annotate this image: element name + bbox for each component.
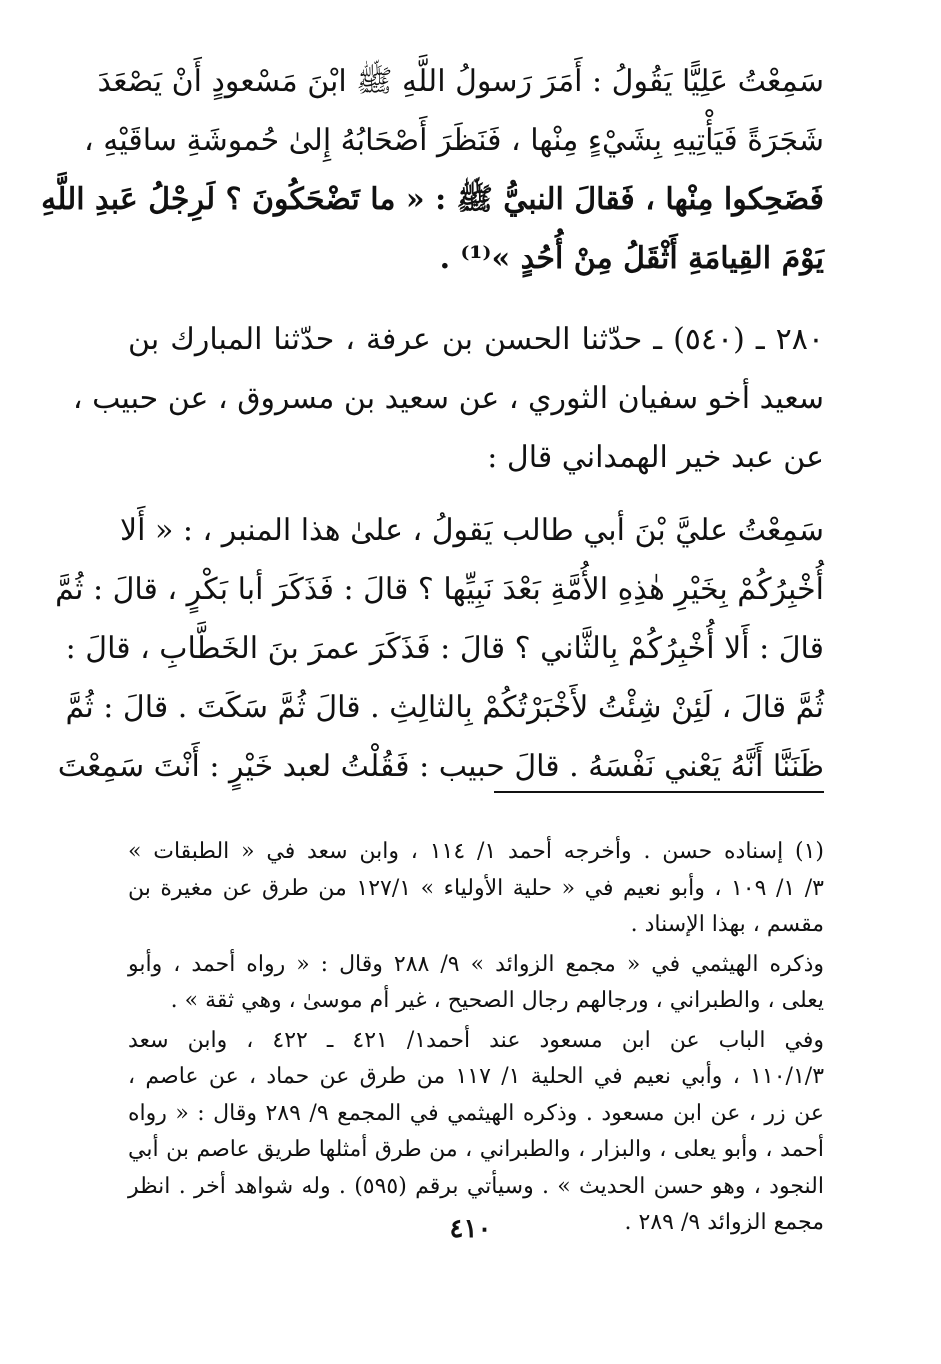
text-line: سَمِعْتُ عليَّ بْنَ أبي طالب يَقولُ ، علىٰ هذا المنبر ، : « أَلا bbox=[119, 513, 824, 548]
isnad-paragraph bbox=[72, 310, 824, 487]
footnote-separator bbox=[494, 791, 824, 793]
footnote-line: وفي الباب عن ابن مسعود عند أحمد١/ ٤٢١ ـ ٤٢٢ ، وابن سعد bbox=[128, 1027, 825, 1053]
text-line: ثُمَّ قالَ ، لَئِنْ شِئْتُ لأَخْبَرْتُكُمْ بِالثالِثِ . قالَ ثُمَّ سَكَتَ . قالَ : ثُمَّ bbox=[65, 690, 824, 725]
footnote-line: ٣/ ١/ ١٠٩ ، وأبو نعيم في « حلية الأولياء » ١٢٧/١ من طرق عن مغيرة بن bbox=[128, 875, 824, 901]
footnote-line: ١١٠/١/٣ ، وأبي نعيم في الحلية ١/ ١١٧ من طرق عن حماد ، عن عاصم ، bbox=[128, 1064, 825, 1089]
footnote-block bbox=[128, 834, 824, 944]
footnote-line: وذكره الهيثمي في « مجمع الزوائد » ٩/ ٢٨٨ وقال : « رواه أحمد ، وأبو bbox=[128, 951, 825, 977]
text-line: يَوْمَ القِيامَةِ أَثْقَلُ مِنْ أُحُدٍ »⁽¹⁾ . bbox=[439, 241, 824, 276]
footnote-line: أحمد ، وأبو يعلى ، والبزار ، والطبراني ، من طرق أمثلها طريق عاصم بن أبي bbox=[128, 1137, 824, 1162]
text-line: أُخْبِرُكُمْ بِخَيْرِ هٰذِهِ الأُمَّةِ بَعْدَ نَبِيِّها ؟ قالَ : فَذَكَرَ أبا بَكْرٍ ، قالَ : ثُمَّ bbox=[55, 572, 824, 607]
text-line: فَضَحِكوا مِنْها ، فَقالَ النبيُّ ﷺ : « ما تَضْحَكُونَ ؟ لَرِجْلُ عَبدِ اللَّهِ bbox=[41, 182, 824, 217]
hadith-text-paragraph bbox=[41, 52, 824, 288]
footnote-line: مجمع الزوائد ٩/ ٢٨٩ . bbox=[624, 1210, 824, 1235]
text-line: سَمِعْتُ عَلِيًّا يَقُولُ : أَمَرَ رَسولُ اللَّهِ ﷺ ابْنَ مَسْعودٍ أَنْ يَصْعَدَ bbox=[97, 64, 824, 99]
text-line: ظَنَنَّا أَنَّهُ يَعْني نَفْسَهُ . قالَ حبيب : فَقُلْتُ لعبد خَيْرٍ : أَنْتَ سَمِعْتَ bbox=[57, 749, 824, 784]
footnote-line: (١) إسناده حسن . وأخرجه أحمد ١/ ١١٤ ، وابن سعد في « الطبقات » bbox=[128, 839, 825, 864]
footnotes bbox=[128, 834, 824, 1245]
hadith-text-paragraph bbox=[55, 501, 824, 796]
text-line: شَجَرَةً فَيَأْتِيهِ بِشَيْءٍ مِنْها ، فَنَظَرَ أَصْحَابُهُ إِلىٰ حُموشَةِ ساقَيْهِ ، bbox=[84, 123, 824, 158]
footnote-block bbox=[128, 947, 824, 1020]
footnote-line: النجود ، وهو حسن الحديث » . وسيأتي برقم (٥٩٥) . وله شواهد أخر . انظر bbox=[128, 1173, 824, 1199]
footnote-block bbox=[128, 1023, 824, 1242]
page-number: ٤١٠ bbox=[449, 1214, 492, 1244]
text-line: عن عبد خير الهمداني قال : bbox=[487, 440, 824, 475]
footnote-line: يعلى ، والطبراني ، ورجالهم رجال الصحيح ، غير أم موسىٰ ، وهي ثقة » . bbox=[170, 988, 824, 1013]
text-line: سعيد أخو سفيان الثوري ، عن سعيد بن مسروق ، عن حبيب ، bbox=[72, 381, 824, 416]
footnote-line: عن زر ، عن ابن مسعود . وذكره الهيثمي في المجمع ٩/ ٢٨٩ وقال : « رواه bbox=[128, 1100, 824, 1126]
text-line: ٢٨٠ ـ (٥٤٠) ـ حدّثنا الحسن بن عرفة ، حدّثنا المبارك بن bbox=[128, 322, 824, 357]
text-line: قالَ : أَلا أُخْبِرُكُمْ بِالثَّاني ؟ قالَ : فَذَكَرَ عمرَ بنَ الخَطَّابِ ، قالَ : bbox=[65, 631, 824, 666]
footnote-line: مقسم ، بهذا الإسناد . bbox=[630, 912, 824, 937]
